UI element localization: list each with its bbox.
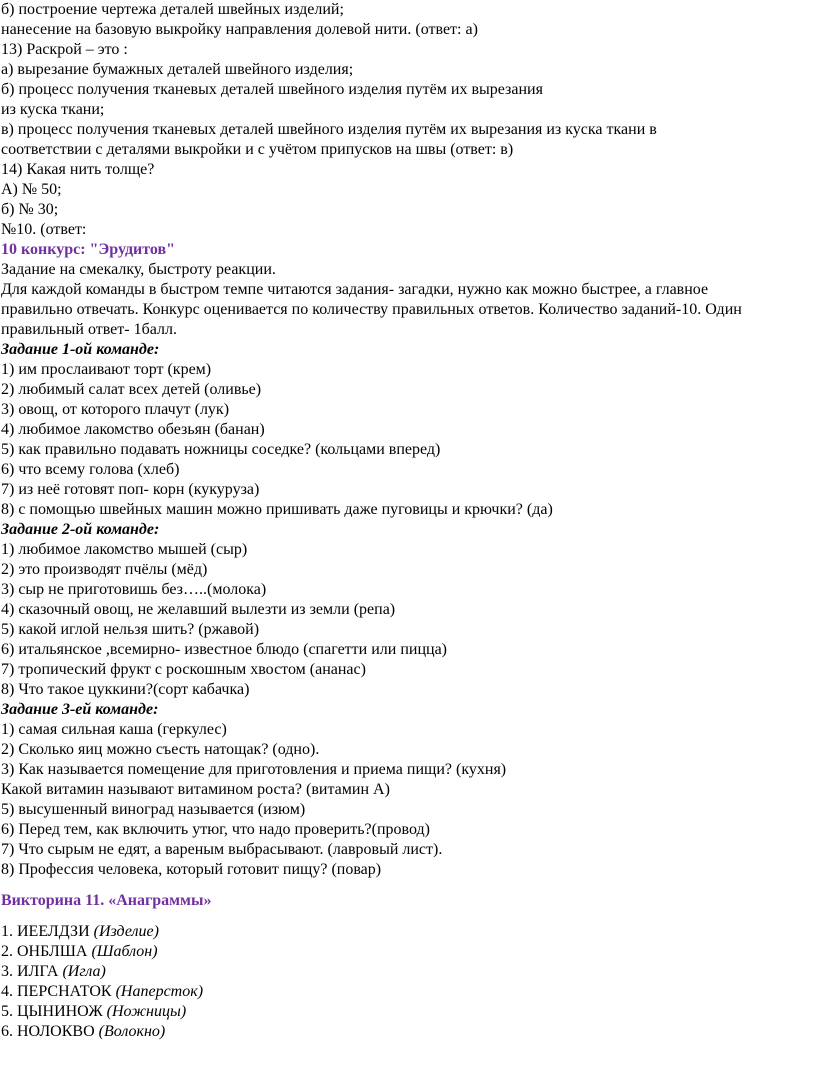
text-line: соответствии с деталями выкройки и с учётом припусков на швы (ответ: в) bbox=[1, 141, 514, 158]
list-item: 6) что всему голова (хлеб) bbox=[1, 461, 180, 478]
text-line: из куска ткани; bbox=[1, 101, 105, 118]
anagram-answer: (Наперсток) bbox=[115, 983, 204, 1000]
list-item: 5) какой иглой нельзя шить? (ржавой) bbox=[1, 621, 260, 638]
anagram-word: 6. НОЛОКВО bbox=[1, 1023, 95, 1040]
anagram-item bbox=[1, 962, 816, 982]
quiz-11-section bbox=[1, 880, 816, 1042]
anagram-item bbox=[1, 1002, 816, 1022]
text-line: б) процесс получения тканевых деталей швейного изделия путём их вырезания bbox=[1, 81, 543, 98]
list-item: 2) Сколько яиц можно съесть натощак? (одно). bbox=[1, 741, 320, 758]
text-line: А) № 50; bbox=[1, 181, 62, 198]
list-item: 7) из неё готовят поп- корн (кукуруза) bbox=[1, 481, 260, 498]
anagram-answer: (Ножницы) bbox=[106, 1003, 187, 1020]
section-heading-row bbox=[1, 880, 816, 922]
anagram-word: 3. ИЛГА bbox=[1, 963, 59, 980]
anagram-answer: (Изделие) bbox=[93, 923, 159, 940]
list-item: 3) Как называется помещение для приготовления и приема пищи? (кухня) bbox=[1, 761, 507, 778]
list-item: 6) итальянское ,всемирно- известное блюдо (спагетти или пицца) bbox=[1, 641, 448, 658]
anagram-word: 4. ПЕРСНАТОК bbox=[1, 983, 112, 1000]
text-line: №10. (ответ: bbox=[1, 221, 87, 238]
anagram-item bbox=[1, 982, 816, 1002]
list-item: 1) любимое лакомство мышей (сыр) bbox=[1, 541, 248, 558]
anagram-item bbox=[1, 922, 816, 942]
section-heading: 10 конкурс: "Эрудитов" bbox=[1, 241, 176, 258]
intro-line: правильно отвечать. Конкурс оценивается по количеству правильных ответов. Количество заданий-10. Один bbox=[1, 301, 742, 318]
text-line: а) вырезание бумажных деталей швейного изделия; bbox=[1, 61, 354, 78]
list-item: 7) тропический фрукт с роскошным хвостом (ананас) bbox=[1, 661, 366, 678]
list-item: 4) сказочный овощ, не желавший вылезти из земли (репа) bbox=[1, 601, 396, 618]
list-item: 1) им прослаивают торт (крем) bbox=[1, 361, 212, 378]
text-line: 14) Какая нить толще? bbox=[1, 161, 155, 178]
anagram-item bbox=[1, 1022, 816, 1042]
list-item: 5) как правильно подавать ножницы соседке? (кольцами вперед) bbox=[1, 441, 441, 458]
list-item: 6) Перед тем, как включить утюг, что надо проверить?(провод) bbox=[1, 821, 430, 838]
anagram-item bbox=[1, 942, 816, 962]
list-item: 8) Профессия человека, который готовит пищу? (повар) bbox=[1, 861, 382, 878]
anagram-word: 2. ОНБЛША bbox=[1, 943, 88, 960]
list-item: 2) это производят пчёлы (мёд) bbox=[1, 561, 208, 578]
anagram-word: 1. ИЕЕЛДЗИ bbox=[1, 923, 90, 940]
anagram-answer: (Шаблон) bbox=[91, 943, 158, 960]
list-item: 3) сыр не приготовишь без…..(молока) bbox=[1, 581, 267, 598]
intro-line: Задание на смекалку, быстроту реакции. bbox=[1, 261, 276, 278]
intro-line: правильный ответ- 1балл. bbox=[1, 321, 177, 338]
list-item: Какой витамин называют витамином роста? (витамин А) bbox=[1, 781, 390, 798]
list-item: 8) с помощью швейных машин можно пришивать даже пуговицы и крючки? (да) bbox=[1, 501, 553, 518]
task-title: Задание 1-ой команде: bbox=[1, 341, 160, 358]
anagram-answer: (Волокно) bbox=[98, 1023, 166, 1040]
list-item: 2) любимый салат всех детей (оливье) bbox=[1, 381, 262, 398]
text-line: б) № 30; bbox=[1, 201, 59, 218]
intro-line: Для каждой команды в быстром темпе читаются задания- загадки, нужно как можно быстрее, а главное bbox=[1, 281, 709, 298]
text-line: нанесение на базовую выкройку направления долевой нити. (ответ: а) bbox=[1, 21, 478, 38]
list-item: 8) Что такое цуккини?(сорт кабачка) bbox=[1, 681, 250, 698]
list-item: 5) высушенный виноград называется (изюм) bbox=[1, 801, 306, 818]
list-item: 1) самая сильная каша (геркулес) bbox=[1, 721, 227, 738]
task-title: Задание 2-ой команде: bbox=[1, 521, 160, 538]
quiz-tail bbox=[1, 0, 816, 240]
list-item: 4) любимое лакомство обезьян (банан) bbox=[1, 421, 265, 438]
text-line: в) процесс получения тканевых деталей швейного изделия путём их вырезания из куска ткани в bbox=[1, 121, 657, 138]
text-line: б) построение чертежа деталей швейных изделий; bbox=[1, 1, 344, 18]
anagram-word: 5. ЦЫНИНОЖ bbox=[1, 1003, 103, 1020]
list-item: 7) Что сырым не едят, а вареным выбрасывают. (лавровый лист). bbox=[1, 841, 443, 858]
anagram-answer: (Игла) bbox=[62, 963, 106, 980]
section-heading: Викторина 11. «Анаграммы» bbox=[1, 892, 212, 909]
task-title: Задание 3-ей команде: bbox=[1, 701, 159, 718]
list-item: 3) овощ, от которого плачут (лук) bbox=[1, 401, 230, 418]
text-line: 13) Раскрой – это : bbox=[1, 41, 128, 58]
contest-10-section bbox=[1, 240, 816, 880]
